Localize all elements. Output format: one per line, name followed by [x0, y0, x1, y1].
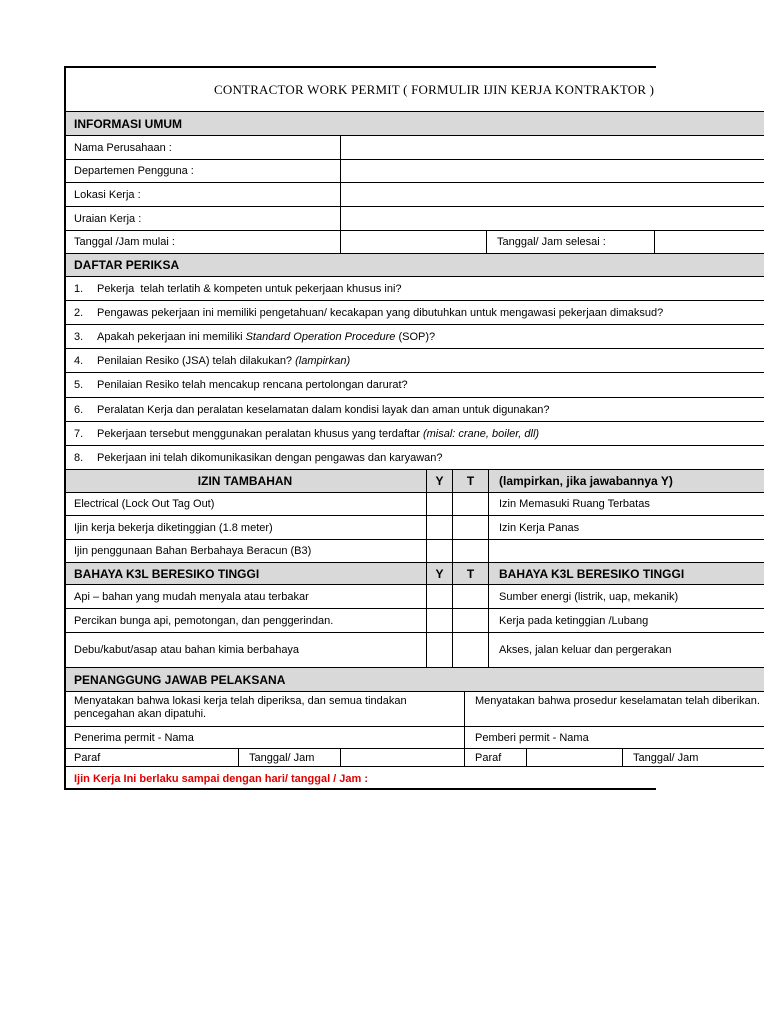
checklist-question: Apakah pekerjaan ini memiliki [97, 330, 246, 343]
bahaya-row [64, 633, 764, 668]
checklist-text [64, 373, 764, 397]
field-row-nama-perusahaan [64, 136, 764, 160]
yes-checkbox[interactable] [426, 493, 452, 515]
paraf-row [64, 749, 764, 767]
section-title: BAHAYA K3L BERESIKO TINGGI [74, 566, 260, 581]
checklist-text [64, 301, 764, 324]
no-checkbox[interactable] [452, 516, 488, 539]
form-border [64, 66, 66, 790]
item-label: Api – bahan yang mudah menyala atau terbakar [74, 590, 309, 603]
tanggal-selesai-input[interactable] [654, 231, 764, 253]
item-label: Ijin penggunaan Bahan Berbahaya Beracun (B3) [74, 545, 312, 557]
checklist-emphasis: (lampirkan) [295, 354, 351, 367]
checklist-text [64, 325, 764, 348]
item-label: Electrical (Lock Out Tag Out) [74, 498, 215, 510]
checklist-text [64, 398, 764, 421]
section-title: BAHAYA K3L BERESIKO TINGGI [488, 563, 764, 584]
no-checkbox[interactable] [452, 609, 488, 632]
giver-paraf-field[interactable]: Paraf [464, 749, 526, 766]
departemen-input[interactable] [340, 160, 764, 182]
form-border [64, 788, 656, 790]
yes-checkbox[interactable] [426, 540, 452, 562]
item-label: Izin Memasuki Ruang Terbatas [488, 493, 764, 515]
item-label: Kerja pada ketinggian /Lubang [488, 609, 764, 632]
checklist-number: 6. [74, 403, 84, 416]
bahaya-row [64, 609, 764, 633]
section-title: PENANGGUNG JAWAB PELAKSANA [74, 672, 286, 687]
name-row [64, 727, 764, 749]
checklist-text [64, 277, 764, 300]
field-row-departemen [64, 160, 764, 183]
checklist-question: Penilaian Resiko (JSA) telah dilakukan? [97, 354, 296, 367]
giver-date-field[interactable]: Tanggal/ Jam [622, 749, 764, 766]
field-label: Nama Perusahaan : [74, 141, 172, 154]
giver-name-field[interactable]: Pemberi permit - Nama [464, 727, 764, 748]
yes-checkbox[interactable] [426, 516, 452, 539]
bahaya-row [64, 585, 764, 609]
checklist-question: Peralatan Kerja dan peralatan keselamatan dalam kondisi layak dan aman untuk digunakan? [97, 403, 550, 416]
checklist-item [64, 277, 764, 301]
field-row-lokasi [64, 183, 764, 207]
field-row-uraian [64, 207, 764, 231]
column-y: Y [426, 563, 452, 584]
izin_tambahan-row [64, 493, 764, 516]
izin_tambahan-row [64, 516, 764, 540]
uraian-input[interactable] [340, 207, 764, 230]
receiver-paraf-field[interactable]: Paraf [74, 751, 101, 764]
lokasi-input[interactable] [340, 183, 764, 206]
nama-perusahaan-input[interactable] [340, 136, 764, 159]
checklist-question: Penilaian Resiko telah mencakup rencana pertolongan darurat? [97, 379, 408, 391]
item-label: Sumber energi (listrik, uap, mekanik) [488, 585, 764, 608]
field-label: Uraian Kerja : [74, 212, 142, 225]
checklist-item [64, 446, 764, 470]
validity-note: Ijin Kerja Ini berlaku sampai dengan hari/ tanggal / Jam : [74, 772, 369, 785]
title-row [64, 66, 764, 112]
checklist-number: 3. [74, 330, 84, 343]
section-title: IZIN TAMBAHAN [197, 474, 293, 488]
receiver-date-input[interactable] [340, 749, 464, 766]
item-label: Debu/kabut/asap atau bahan kimia berbahaya [74, 644, 300, 656]
form-border [64, 66, 656, 68]
checklist-item [64, 398, 764, 422]
form-title: CONTRACTOR WORK PERMIT ( FORMULIR IJIN KERJA KONTRAKTOR ) [214, 82, 655, 97]
yes-checkbox[interactable] [426, 633, 452, 667]
permit-form [64, 66, 760, 790]
item-label: Percikan bunga api, pemotongan, dan penggerindan. [74, 614, 334, 627]
item-label: Izin Kerja Panas [488, 516, 764, 539]
column-y: Y [426, 470, 452, 492]
checklist-question: Pekerja telah terlatih & kompeten untuk pekerjaan khusus ini? [97, 282, 402, 295]
item-label [488, 540, 764, 562]
checklist-text [64, 422, 764, 445]
no-checkbox[interactable] [452, 633, 488, 667]
giver-statement: Menyatakan bahwa prosedur keselamatan telah diberikan. [464, 692, 764, 726]
checklist-item [64, 301, 764, 325]
checklist-number: 5. [74, 379, 84, 391]
no-checkbox[interactable] [452, 540, 488, 562]
item-label: Akses, jalan keluar dan pergerakan [488, 633, 764, 667]
checklist-item [64, 422, 764, 446]
receiver-statement: Menyatakan bahwa lokasi kerja telah diperiksa, dan semua tindakan pencegahan akan dipatuhi. [74, 695, 407, 720]
field-label: Tanggal /Jam mulai : [74, 236, 175, 248]
checklist-item [64, 325, 764, 349]
checklist-item [64, 373, 764, 398]
section-header-penanggung-jawab [64, 668, 764, 692]
receiver-date-field[interactable]: Tanggal/ Jam [238, 749, 340, 766]
checklist-emphasis: (misal: crane, boiler, dll) [422, 427, 540, 440]
footer-note-row [64, 767, 764, 790]
yes-checkbox[interactable] [426, 609, 452, 632]
section-title: INFORMASI UMUM [74, 116, 182, 131]
tanggal-mulai-input[interactable] [340, 231, 486, 253]
checklist-text [64, 349, 764, 372]
section-header-bahaya [64, 563, 764, 585]
izin_tambahan-row [64, 540, 764, 563]
section-title: DAFTAR PERIKSA [74, 258, 180, 272]
checklist-number: 1. [74, 282, 84, 295]
checklist-emphasis: Standard Operation Procedure [245, 330, 396, 343]
checklist-question: Pekerjaan tersebut menggunakan peralatan khusus yang terdaftar [97, 427, 423, 440]
field-label: Tanggal/ Jam selesai : [486, 231, 654, 253]
item-label: Ijin kerja bekerja diketinggian (1.8 meter) [74, 521, 273, 534]
checklist-tail: (SOP)? [395, 330, 436, 343]
checklist-item [64, 349, 764, 373]
column-t: T [452, 470, 488, 492]
checklist-question: Pengawas pekerjaan ini memiliki pengetahuan/ kecakapan yang dibutuhkan untuk mengawasi pekerjaan dimaksud? [97, 306, 664, 319]
checklist-number: 7. [74, 427, 84, 440]
column-t: T [452, 563, 488, 584]
section-header-informasi-umum [64, 112, 764, 136]
receiver-name-field[interactable]: Penerima permit - Nama [74, 731, 194, 744]
checklist-question: Pekerjaan ini telah dikomunikasikan dengan pengawas dan karyawan? [97, 451, 443, 464]
statement-row [64, 692, 764, 727]
no-checkbox[interactable] [452, 585, 488, 608]
checklist-number: 4. [74, 354, 84, 367]
field-label: Lokasi Kerja : [74, 188, 141, 201]
no-checkbox[interactable] [452, 493, 488, 515]
checklist-number: 2. [74, 306, 84, 319]
checklist-text [64, 446, 764, 469]
giver-paraf-input[interactable] [526, 749, 622, 766]
field-label: Departemen Pengguna : [74, 165, 194, 177]
section-subtitle: (lampirkan, jika jawabannya Y) [488, 470, 764, 492]
section-header-izin-tambahan [64, 470, 764, 493]
yes-checkbox[interactable] [426, 585, 452, 608]
field-row-tanggal [64, 231, 764, 254]
checklist-number: 8. [74, 451, 84, 464]
section-header-daftar-periksa [64, 254, 764, 277]
